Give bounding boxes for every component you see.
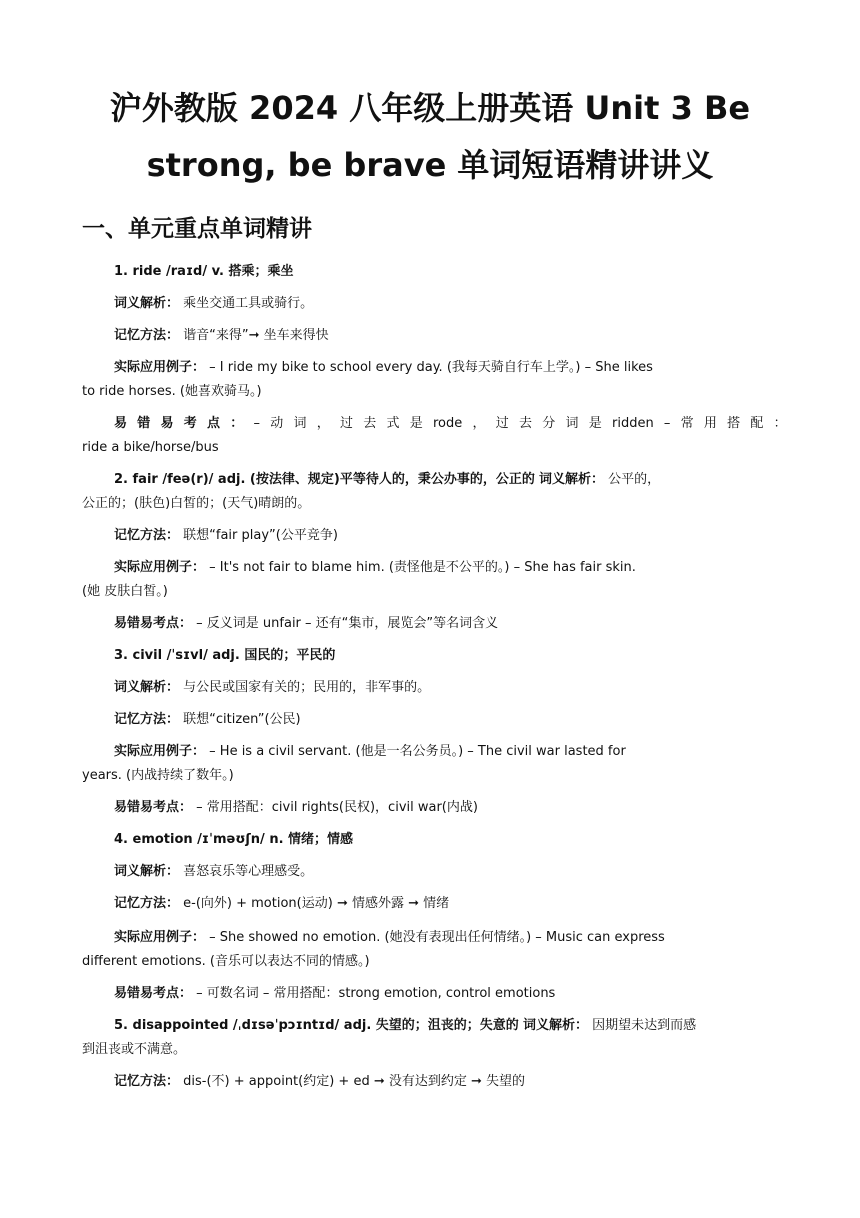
entry-5-memory — [114, 1072, 525, 1092]
examples-label: 实际应用例子： — [114, 560, 206, 575]
memory-label: 记忆方法： — [114, 328, 180, 343]
meaning-text: 因期望未达到而感 — [592, 1018, 697, 1033]
entry-1-heading: 1. ride /raɪd/ v. 搭乘；乘坐 — [114, 264, 294, 279]
memory-text: 联想“fair play”(公平竞争) — [183, 528, 338, 543]
entry-2-meaning-cont: 公正的；(肤色)白皙的；(天气)晴朗的。 — [82, 496, 311, 511]
entry-1-examples — [114, 358, 653, 378]
meaning-text: 乘坐交通工具或骑行。 — [183, 296, 314, 311]
pitfalls-text-part: 用 — [703, 416, 717, 431]
memory-label: 记忆方法： — [114, 896, 180, 911]
pitfalls-text-part: rode — [432, 416, 463, 431]
entry-3-pitfalls — [114, 798, 478, 818]
pitfalls-text-part: ： — [773, 416, 787, 431]
pitfalls-text-part: 动 — [270, 416, 284, 431]
pitfalls-text-part: ridden — [611, 416, 654, 431]
pitfalls-label-char: ： — [230, 416, 244, 431]
pitfalls-label-char: 错 — [137, 416, 151, 431]
pitfalls-text-part: 式 — [386, 416, 400, 431]
examples-text: – It's not fair to blame him. (责怪他是不公平的。) – She has fair skin. — [209, 560, 636, 575]
entry-4-examples-cont: different emotions. (音乐可以表达不同的情感。) — [82, 954, 370, 969]
document-title-line-2: strong, be brave 单词短语精讲讲义 — [146, 146, 714, 184]
memory-text: 谐音“来得”➞ 坐车来得快 — [183, 328, 329, 343]
pitfalls-text: – 可数名词 – 常用搭配：strong emotion, control emotions — [196, 986, 556, 1001]
memory-label: 记忆方法： — [114, 1074, 180, 1089]
pitfalls-text-part: 去 — [363, 416, 377, 431]
entry-3-heading: 3. civil /ˈsɪvl/ adj. 国民的；平民的 — [114, 648, 336, 663]
meaning-text: 公平的， — [608, 472, 661, 487]
meaning-text: 与公民或国家有关的；民用的，非军事的。 — [183, 680, 431, 695]
entry-1-memory — [114, 326, 329, 346]
meaning-label: 词义解析： — [114, 864, 180, 879]
meaning-label: 词义解析： — [522, 1018, 588, 1033]
entry-5-heading — [114, 1016, 696, 1036]
entry-1-examples-cont: to ride horses. (她喜欢骑马。) — [82, 384, 262, 399]
pitfalls-text-part: 分 — [542, 416, 556, 431]
memory-text: 联想“citizen”(公民) — [183, 712, 301, 727]
pitfalls-label: 易错易考点： — [114, 616, 193, 631]
pitfalls-text-part: 搭 — [727, 416, 741, 431]
pitfalls-text-part: – — [663, 416, 671, 431]
document-title-line-1: 沪外教版 2024 八年级上册英语 Unit 3 Be — [109, 89, 751, 127]
pitfalls-text: – 反义词是 unfair – 还有“集市，展览会”等名词含义 — [196, 616, 499, 631]
pitfalls-text-part: 过 — [495, 416, 509, 431]
entry-1-meaning — [114, 294, 313, 314]
entry-2-examples-cont: (她 皮肤白皙。) — [82, 584, 168, 599]
pitfalls-label: 易错易考点： — [114, 800, 193, 815]
entry-1-pitfalls-cont: ride a bike/horse/bus — [82, 440, 219, 455]
meaning-label: 词义解析： — [114, 296, 180, 311]
pitfalls-text-part: 过 — [339, 416, 353, 431]
entry-2-examples — [114, 558, 636, 578]
entry-4-memory — [114, 894, 449, 914]
pitfalls-text-part: 词 — [293, 416, 307, 431]
entry-2-memory — [114, 526, 338, 546]
entry-2-heading — [114, 470, 660, 490]
pitfalls-text-part: 去 — [518, 416, 532, 431]
entry-4-examples — [114, 928, 665, 948]
pitfalls-text-part: – — [253, 416, 260, 431]
pitfalls-text-part: 是 — [588, 416, 602, 431]
pitfalls-text: – 常用搭配：civil rights(民权)，civil war(内战) — [196, 800, 478, 815]
meaning-label: 词义解析： — [538, 472, 604, 487]
entry-3-examples-cont: years. (内战持续了数年。) — [82, 768, 234, 783]
memory-label: 记忆方法： — [114, 528, 180, 543]
examples-label: 实际应用例子： — [114, 744, 206, 759]
memory-text: dis-(不) + appoint(约定) + ed ➞ 没有达到约定 ➞ 失望的 — [183, 1074, 526, 1089]
pitfalls-text-part: 是 — [409, 416, 423, 431]
entry-4-pitfalls — [114, 984, 555, 1004]
pitfalls-label-char: 易 — [114, 416, 128, 431]
entry-3-memory — [114, 710, 301, 730]
examples-text: – I ride my bike to school every day. (我每天骑自行车上学。) – She likes — [209, 360, 653, 375]
entry-2-pitfalls — [114, 614, 498, 634]
entry-4-heading: 4. emotion /ɪˈməʊʃn/ n. 情绪；情感 — [114, 832, 354, 847]
memory-text: e-(向外) + motion(运动) ➞ 情感外露 ➞ 情绪 — [183, 896, 450, 911]
pitfalls-text-part: ， — [472, 416, 486, 431]
pitfalls-text-part: 词 — [565, 416, 579, 431]
section-heading: 一、单元重点单词精讲 — [82, 216, 312, 242]
entry-3-examples — [114, 742, 626, 762]
entry-2-heading-text: 2. fair /feə(r)/ adj. (按法律、规定)平等待人的，秉公办事的，公正的 — [114, 472, 535, 487]
examples-text: – He is a civil servant. (他是一名公务员。) – The civil war lasted for — [209, 744, 626, 759]
pitfalls-text-part: 常 — [680, 416, 694, 431]
examples-text: – She showed no emotion. (她没有表现出任何情绪。) – Music can express — [209, 930, 665, 945]
examples-label: 实际应用例子： — [114, 360, 206, 375]
entry-5-heading-text: 5. disappointed /ˌdɪsəˈpɔɪntɪd/ adj. 失望的；沮丧的；失意的 — [114, 1018, 519, 1033]
entry-3-meaning — [114, 678, 430, 698]
meaning-label: 词义解析： — [114, 680, 180, 695]
pitfalls-label-char: 点 — [207, 416, 221, 431]
pitfalls-label-char: 考 — [183, 416, 197, 431]
entry-5-meaning-cont: 到沮丧或不满意。 — [82, 1042, 187, 1057]
pitfalls-text-part: 配 — [750, 416, 764, 431]
pitfalls-text-part: ， — [316, 416, 330, 431]
entry-1-pitfalls — [114, 414, 787, 434]
examples-label: 实际应用例子： — [114, 930, 206, 945]
entry-4-meaning — [114, 862, 313, 882]
meaning-text: 喜怒哀乐等心理感受。 — [183, 864, 314, 879]
pitfalls-label-char: 易 — [160, 416, 174, 431]
memory-label: 记忆方法： — [114, 712, 180, 727]
pitfalls-label: 易错易考点： — [114, 986, 193, 1001]
